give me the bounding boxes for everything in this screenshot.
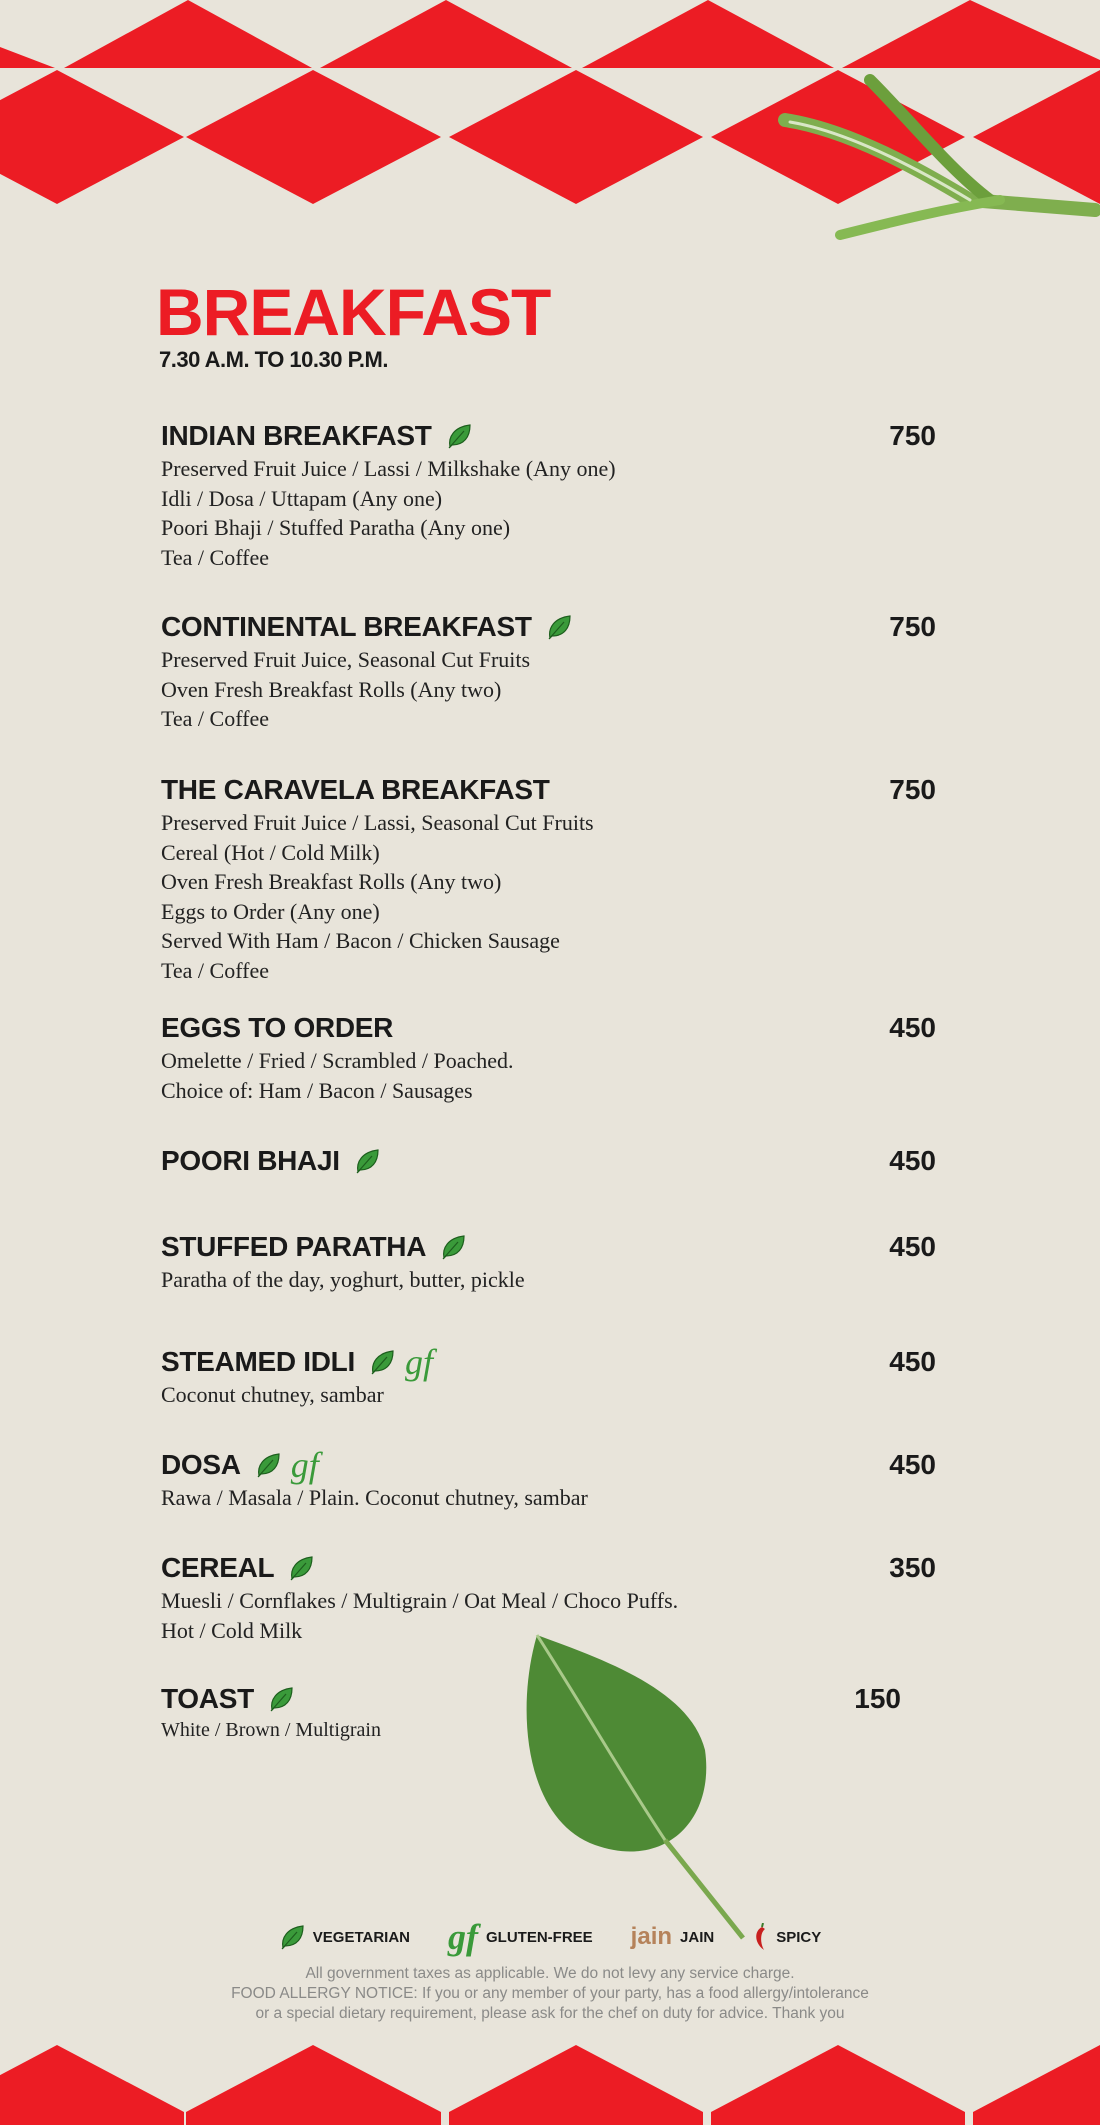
item-desc-line: Tea / Coffee — [161, 544, 270, 570]
legend-label: JAIN — [680, 1928, 715, 1946]
gluten-free-icon: gf — [448, 1917, 478, 1957]
leaf-icon — [440, 1234, 466, 1260]
menu-item — [161, 1344, 936, 1410]
legend-spicy — [752, 1923, 821, 1951]
item-price: 450 — [889, 1012, 936, 1043]
leaf-icon — [255, 1452, 281, 1478]
item-name: POORI BHAJI — [161, 1145, 340, 1176]
rosemary-sprig-image — [770, 60, 1100, 250]
leaf-icon — [446, 423, 472, 449]
item-desc-line: Served With Ham / Bacon / Chicken Sausage — [161, 928, 560, 953]
item-price: 450 — [889, 1145, 936, 1176]
item-price: 350 — [889, 1552, 936, 1583]
item-name: DOSA — [161, 1449, 241, 1480]
item-desc-line: Paratha of the day, yoghurt, butter, pickle — [161, 1267, 525, 1292]
menu-hours: 7.30 A.M. TO 10.30 P.M. — [159, 347, 388, 372]
item-desc-line: Tea / Coffee — [161, 706, 270, 731]
menu-title: BREAKFAST — [156, 275, 551, 349]
item-price: 750 — [889, 611, 936, 642]
footer-line: All government taxes as applicable. We do not levy any service charge. — [305, 1965, 795, 1982]
item-price: 450 — [889, 1231, 936, 1262]
item-price: 750 — [889, 420, 936, 451]
item-name: STEAMED IDLI — [161, 1346, 355, 1377]
item-desc-line: Preserved Fruit Juice / Lassi / Milkshake (Any one) — [161, 456, 616, 481]
item-desc-line: White / Brown / Multigrain — [161, 1719, 381, 1741]
bottom-diamond-pattern — [0, 2040, 1100, 2125]
menu-item — [161, 1010, 936, 1105]
chili-icon — [752, 1923, 768, 1951]
leaf-icon — [288, 1555, 314, 1581]
item-name: CONTINENTAL BREAKFAST — [161, 611, 532, 642]
legend-jain — [631, 1923, 715, 1951]
leaf-icon — [546, 614, 572, 640]
legend-label: SPICY — [776, 1928, 822, 1946]
item-desc-line: Oven Fresh Breakfast Rolls (Any two) — [161, 676, 502, 702]
item-name: THE CARAVELA BREAKFAST — [161, 774, 550, 805]
footer-line: or a special dietary requirement, please ask for the chef on duty for advice. Thank you — [255, 2005, 845, 2022]
item-name: EGGS TO ORDER — [161, 1012, 394, 1043]
legend-label: GLUTEN-FREE — [486, 1928, 593, 1946]
item-desc-line: Tea / Coffee — [161, 957, 270, 983]
legend-vegetarian — [279, 1924, 410, 1950]
item-desc-line: Omelette / Fried / Scrambled / Poached. — [161, 1048, 514, 1073]
item-desc-line: Preserved Fruit Juice / Lassi, Seasonal Cut Fruits — [161, 810, 594, 835]
item-desc-line: Rawa / Masala / Plain. Coconut chutney, sambar — [161, 1485, 588, 1510]
footer-line: FOOD ALLERGY NOTICE: If you or any member of your party, has a food allergy/intolerance — [231, 1985, 869, 2002]
item-desc-line: Idli / Dosa / Uttapam (Any one) — [161, 485, 443, 511]
item-desc-line: Coconut chutney, sambar — [161, 1382, 384, 1407]
item-price: 450 — [889, 1449, 936, 1480]
menu-item — [161, 772, 936, 985]
item-desc-line: Oven Fresh Breakfast Rolls (Any two) — [161, 869, 502, 894]
leaf-icon — [268, 1686, 294, 1712]
item-desc-line: Choice of: Ham / Bacon / Sausages — [161, 1077, 473, 1103]
menu-item — [161, 609, 936, 734]
item-price: 450 — [889, 1346, 936, 1377]
item-name: TOAST — [161, 1683, 254, 1714]
menu-item — [161, 1681, 901, 1743]
menu-item — [161, 1229, 936, 1295]
dietary-legend — [0, 1917, 1100, 1957]
basil-leaf-image — [515, 1630, 755, 1950]
gluten-free-icon: gf — [290, 1445, 319, 1485]
menu-item — [161, 1447, 936, 1513]
item-desc-line: Preserved Fruit Juice, Seasonal Cut Fruits — [161, 647, 531, 672]
footer-notice — [0, 1964, 1100, 2024]
gluten-free-icon: gf — [404, 1342, 433, 1382]
item-desc-line: Cereal (Hot / Cold Milk) — [161, 839, 380, 865]
menu-item — [161, 418, 936, 572]
legend-gluten-free — [448, 1917, 593, 1957]
item-name: INDIAN BREAKFAST — [161, 420, 432, 451]
item-name: STUFFED PARATHA — [161, 1231, 427, 1262]
legend-label: VEGETARIAN — [312, 1928, 410, 1946]
leaf-icon — [369, 1349, 395, 1375]
leaf-icon — [279, 1924, 305, 1950]
item-price: 150 — [854, 1683, 901, 1714]
item-desc-line: Eggs to Order (Any one) — [161, 898, 380, 924]
menu-item — [161, 1143, 936, 1179]
item-desc-line: Hot / Cold Milk — [161, 1617, 303, 1643]
item-name: CEREAL — [161, 1552, 275, 1583]
item-desc-line: Poori Bhaji / Stuffed Paratha (Any one) — [161, 515, 511, 540]
jain-icon: jain — [630, 1923, 673, 1950]
item-desc-line: Muesli / Cornflakes / Multigrain / Oat Meal / Choco Puffs. — [161, 1588, 679, 1613]
leaf-icon — [354, 1148, 380, 1174]
item-price: 750 — [889, 774, 936, 805]
